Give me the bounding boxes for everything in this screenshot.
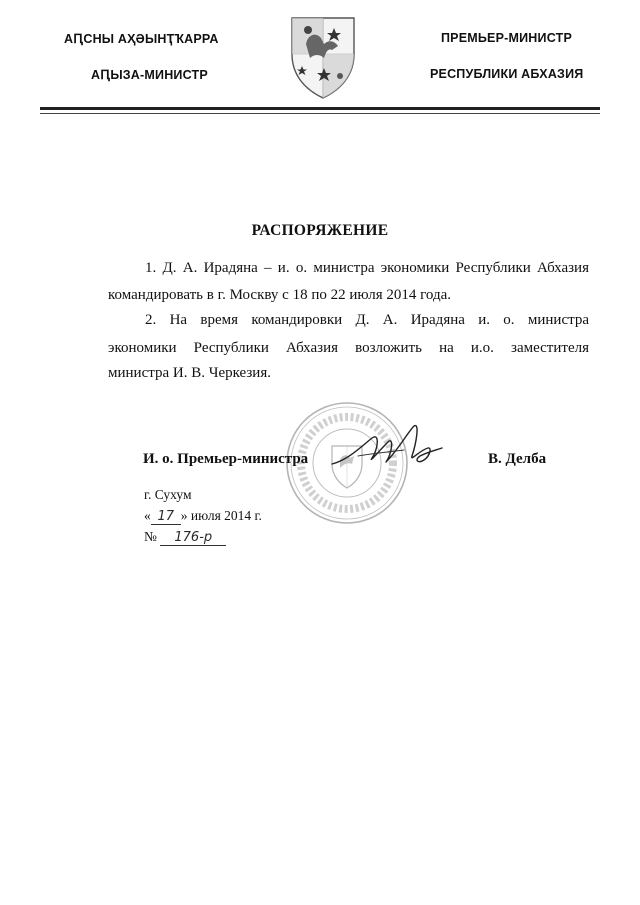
signatory-name: В. Делба [488,451,547,467]
date-open-quote: « [144,508,151,523]
header-left-line1: АԤСНЫ АҲӘЫНҬҠАРРА [64,32,219,46]
date-line [144,508,262,525]
handwritten-signature-icon [328,420,458,480]
number-sign: № [144,529,157,544]
date-day-handwritten: 17 [151,509,181,525]
header-divider-thin [40,113,600,114]
paragraph2-line1: 2. На время командировки Д. А. Ирадяна и. о. министра [145,312,589,328]
paragraph1-line2: командировать в г. Москву с 18 по 22 июля 2014 года. [108,287,451,303]
document-title: РАСПОРЯЖЕНИЕ [251,222,389,239]
signatory-position: И. о. Премьер-министра [143,451,309,467]
header-divider-thick [40,107,600,110]
abkhazia-coat-of-arms-icon [284,14,362,100]
number-line [144,529,226,546]
paragraph1-line1: 1. Д. А. Ирадяна – и. о. министра экономики Республики Абхазия [145,260,589,276]
header-right-line2: РЕСПУБЛИКИ АБХАЗИЯ [430,67,584,81]
date-month-year: » июля 2014 г. [180,508,262,523]
paragraph2-line2: экономики Республики Абхазия возложить на и.о. заместителя [108,340,589,356]
paragraph2-line3: министра И. В. Черкезия. [108,365,271,381]
city-label: г. Сухум [144,487,192,502]
document-number-handwritten: 176-р [160,530,226,546]
header-right-line1: ПРЕМЬЕР-МИНИСТР [441,31,572,45]
header-left-line2: АԤЫЗА-МИНИСТР [91,68,208,82]
